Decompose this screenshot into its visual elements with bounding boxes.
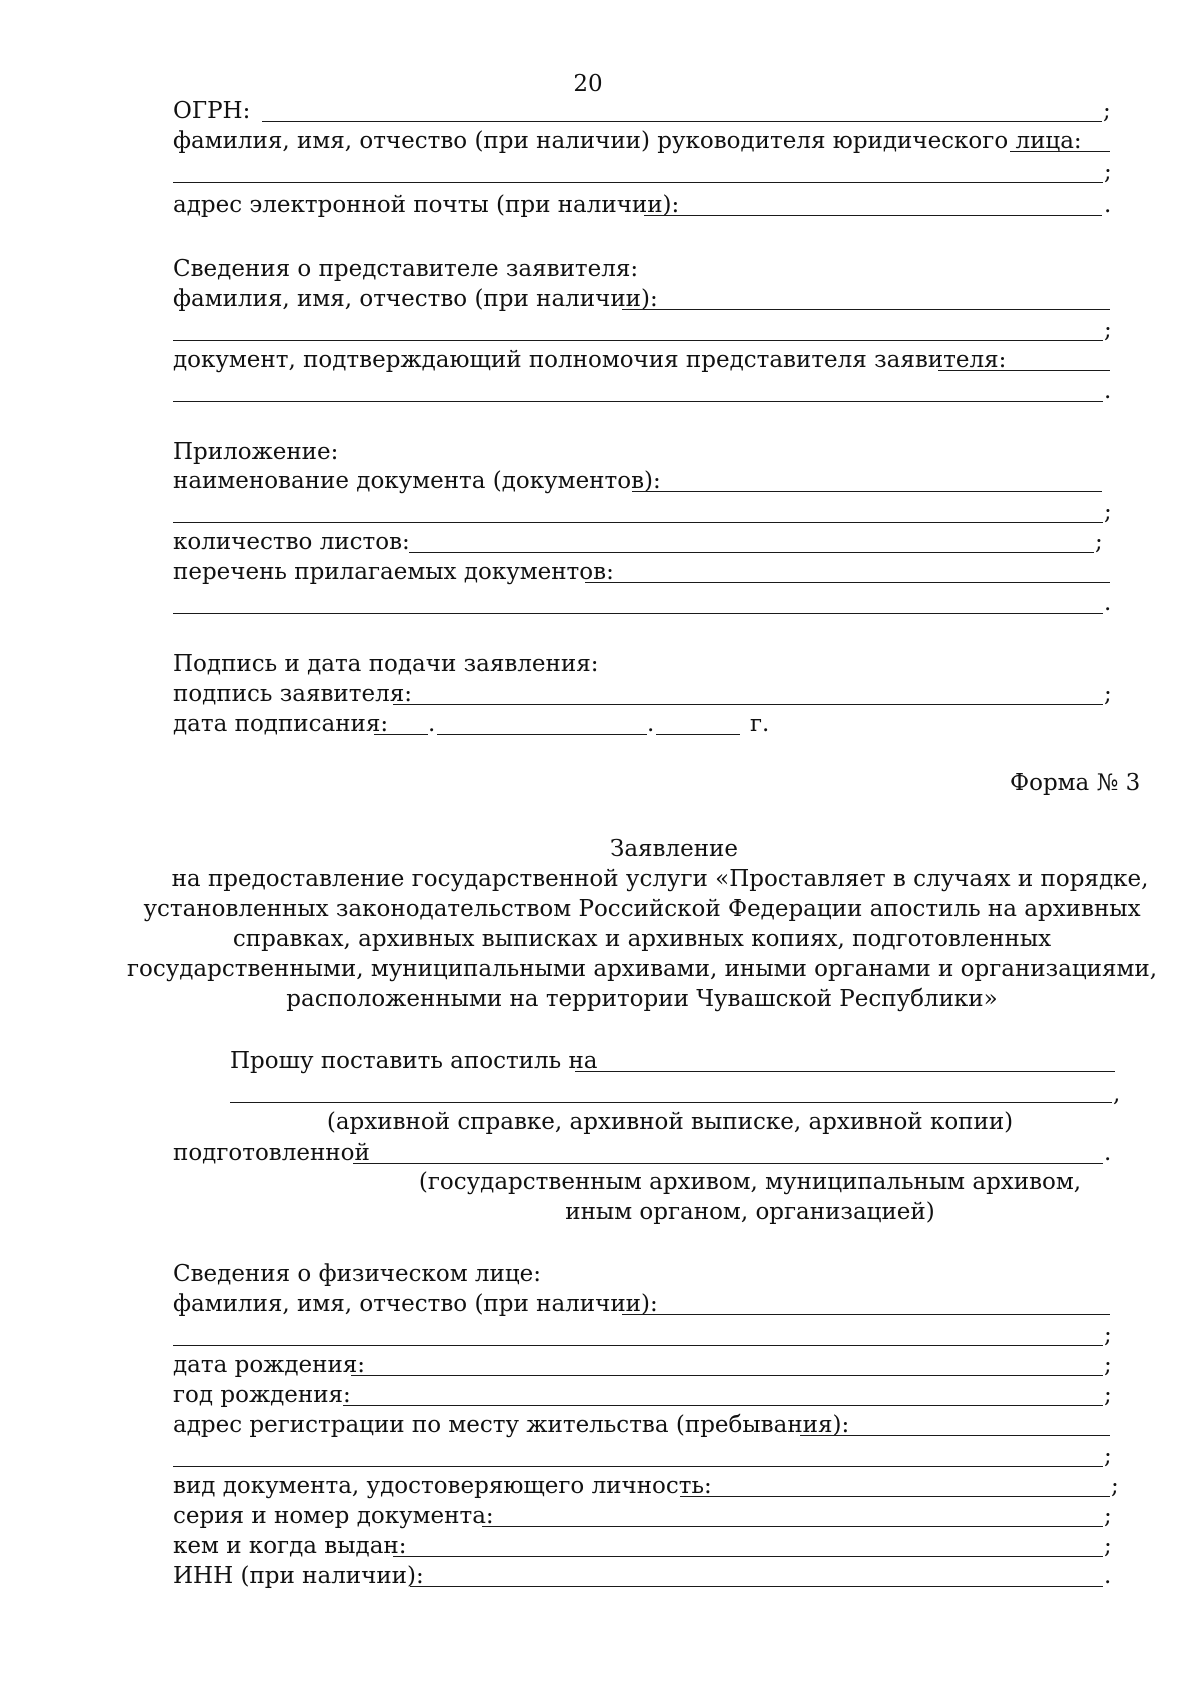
semicolon: ; — [1104, 1352, 1112, 1378]
attach-name-field[interactable] — [632, 491, 1102, 492]
semicolon: ; — [1103, 98, 1111, 124]
form-subtitle-line: расположенными на территории Чувашской Республики» — [286, 986, 998, 1012]
id-doc-label: вид документа, удостоверяющего личность: — [173, 1473, 712, 1499]
head-fio-field-line2[interactable] — [173, 182, 1103, 183]
person-title: Сведения о физическом лице: — [173, 1261, 541, 1287]
issued-label: кем и когда выдан: — [173, 1533, 407, 1559]
period: . — [428, 711, 436, 737]
prepared-field[interactable] — [353, 1163, 1103, 1164]
address-field-line2[interactable] — [173, 1466, 1103, 1467]
period: . — [1104, 1563, 1112, 1589]
sign-date-label: дата подписания: — [173, 711, 389, 737]
form-number: Форма № 3 — [1010, 770, 1141, 796]
semicolon: ; — [1104, 1443, 1112, 1469]
request-label: Прошу поставить апостиль на — [230, 1048, 598, 1074]
period: . — [1104, 590, 1112, 616]
doc-number-label: серия и номер документа: — [173, 1503, 494, 1529]
sign-day-field[interactable] — [374, 734, 428, 735]
head-fio-label: фамилия, имя, отчество (при наличии) руководителя юридического лица: — [173, 128, 1082, 154]
comma: , — [1113, 1081, 1121, 1107]
attach-list-field-line2[interactable] — [173, 613, 1103, 614]
attach-sheets-label: количество листов: — [173, 529, 410, 555]
attach-list-label: перечень прилагаемых документов: — [173, 559, 614, 585]
prepared-hint: (государственным архивом, муниципальным архивом, — [418, 1169, 1082, 1195]
birth-year-field[interactable] — [343, 1405, 1103, 1406]
birth-date-label: дата рождения: — [173, 1352, 366, 1378]
person-fio-field[interactable] — [622, 1314, 1110, 1315]
period: . — [1104, 378, 1112, 404]
sign-title: Подпись и дата подачи заявления: — [173, 651, 599, 677]
prepared-label: подготовленной — [173, 1140, 370, 1166]
ogrn-field[interactable] — [262, 121, 1102, 122]
rep-title: Сведения о представителе заявителя: — [173, 256, 639, 282]
semicolon: ; — [1111, 1473, 1119, 1499]
head-fio-field[interactable] — [1010, 151, 1110, 152]
period: . — [1104, 1140, 1112, 1166]
semicolon: ; — [1104, 159, 1112, 185]
request-field-line2[interactable] — [230, 1102, 1112, 1103]
form-subtitle-line: справках, архивных выписках и архивных копиях, подготовленных — [232, 926, 1052, 952]
person-fio-label: фамилия, имя, отчество (при наличии): — [173, 1291, 658, 1317]
issued-field[interactable] — [393, 1556, 1103, 1557]
sign-year-field[interactable] — [656, 734, 740, 735]
rep-doc-label: документ, подтверждающий полномочия представителя заявителя: — [173, 347, 1007, 373]
form-subtitle-line: установленных законодательством Российской Федерации апостиль на архивных — [143, 896, 1141, 922]
rep-doc-field[interactable] — [938, 370, 1110, 371]
birth-date-field[interactable] — [351, 1375, 1103, 1376]
period: . — [1104, 192, 1112, 218]
email-field[interactable] — [644, 215, 1102, 216]
request-hint: (архивной справке, архивной выписке, архивной копии) — [326, 1109, 1014, 1135]
rep-fio-field[interactable] — [622, 309, 1110, 310]
ogrn-label: ОГРН: — [173, 98, 251, 124]
address-field[interactable] — [800, 1435, 1110, 1436]
year-suffix: г. — [750, 711, 770, 737]
form-subtitle-line: на предоставление государственной услуги «Проставляет в случаях и порядке, — [171, 866, 1149, 892]
semicolon: ; — [1104, 1322, 1112, 1348]
prepared-hint: иным органом, организацией) — [565, 1199, 935, 1225]
person-fio-field-line2[interactable] — [173, 1345, 1103, 1346]
form-subtitle-line: государственными, муниципальными архивами, иными органами и организациями, — [126, 956, 1158, 982]
sign-label: подпись заявителя: — [173, 681, 412, 707]
rep-fio-field-line2[interactable] — [173, 340, 1103, 341]
sign-field[interactable] — [393, 704, 1103, 705]
form-heading: Заявление — [610, 836, 738, 862]
rep-doc-field-line2[interactable] — [173, 401, 1103, 402]
semicolon: ; — [1095, 529, 1103, 555]
attach-sheets-field[interactable] — [409, 552, 1094, 553]
inn-label: ИНН (при наличии): — [173, 1563, 424, 1589]
inn-field[interactable] — [410, 1586, 1103, 1587]
semicolon: ; — [1104, 681, 1112, 707]
attach-name-field-line2[interactable] — [173, 522, 1103, 523]
period: . — [647, 711, 655, 737]
semicolon: ; — [1104, 1382, 1112, 1408]
semicolon: ; — [1104, 1503, 1112, 1529]
birth-year-label: год рождения: — [173, 1382, 351, 1408]
attach-list-field[interactable] — [585, 582, 1110, 583]
rep-fio-label: фамилия, имя, отчество (при наличии): — [173, 286, 658, 312]
semicolon: ; — [1104, 499, 1112, 525]
attach-name-label: наименование документа (документов): — [173, 468, 661, 494]
email-label: адрес электронной почты (при наличии): — [173, 192, 680, 218]
id-doc-field[interactable] — [680, 1496, 1110, 1497]
page-number: 20 — [573, 71, 603, 97]
doc-number-field[interactable] — [482, 1526, 1103, 1527]
request-field[interactable] — [575, 1071, 1115, 1072]
attach-title: Приложение: — [173, 439, 339, 465]
address-label: адрес регистрации по месту жительства (пребывания): — [173, 1412, 850, 1438]
sign-month-field[interactable] — [437, 734, 647, 735]
semicolon: ; — [1104, 317, 1112, 343]
semicolon: ; — [1104, 1533, 1112, 1559]
